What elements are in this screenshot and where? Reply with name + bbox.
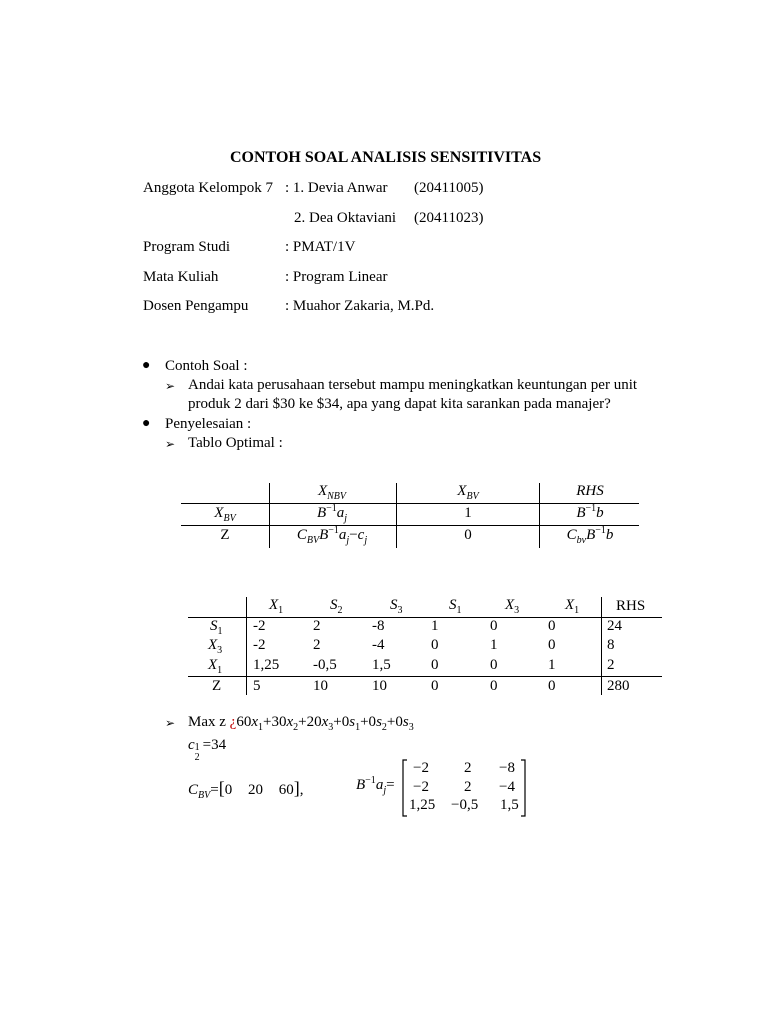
matrix-cell: 1,5 [500, 797, 519, 813]
anggota-label: Anggota Kelompok 7 [143, 180, 273, 196]
table-cell: 8 [607, 637, 615, 653]
prodi-label: Program Studi [143, 239, 231, 255]
tablo-optimal-heading: Tablo Optimal : [188, 435, 283, 451]
table-cell: 10 [372, 678, 387, 694]
c2-value: =34 [202, 737, 227, 753]
table-cell: 2 [313, 637, 321, 653]
table-cell: 1 [548, 657, 556, 673]
table-cell: 280 [607, 678, 630, 694]
matrix-cell: 2 [464, 779, 472, 795]
bullet-dot-icon: ● [142, 416, 151, 431]
matrix-cell: −4 [499, 779, 515, 795]
cbv-value: 20 [247, 782, 263, 798]
header-x1b: $X_1$ [565, 597, 580, 616]
matrix-cell: −2 [413, 760, 429, 776]
table-cell: -4 [372, 637, 385, 653]
inverted-question-mark: ¿ [229, 714, 237, 730]
anggota-1-nim: (20411005) [414, 180, 484, 196]
header-s2: $S_2$ [330, 597, 343, 616]
col-header-xbv: $X_{BV}$ [457, 483, 479, 502]
table-cell: 0 [490, 678, 498, 694]
cell-one: 1 [464, 505, 472, 521]
table-cell: 1,25 [253, 657, 280, 673]
cell-binv-aj: $B^{-1}a_j$ [316, 503, 348, 524]
table-cell: 0 [548, 618, 556, 634]
row-label-z: Z [220, 527, 230, 543]
table-cell: 0 [431, 657, 439, 673]
table-cell: -8 [372, 618, 385, 634]
table-cell: 1 [431, 618, 439, 634]
table-cell: 2 [607, 657, 615, 673]
matrix-cell: −2 [413, 779, 429, 795]
table-cell: 10 [313, 678, 328, 694]
matkul-label: Mata Kuliah [143, 269, 219, 285]
anggota-1-name: : 1. Devia Anwar [285, 180, 388, 196]
dosen-label: Dosen Pengampu [143, 298, 249, 314]
row-label-z: Z [212, 678, 222, 694]
header-s3: $S_3$ [390, 597, 403, 616]
cell-cbv-binv-b: $C_{bv}B^{-1}b$ [566, 525, 614, 546]
anggota-2-name: 2. Dea Oktaviani [294, 210, 397, 226]
matkul-value: : Program Linear [285, 269, 388, 285]
cbv-value: 0 [224, 782, 233, 798]
table-cell: 2 [313, 618, 321, 634]
table-cell: 0 [431, 678, 439, 694]
contoh-soal-heading: Contoh Soal : [165, 358, 248, 374]
matrix-cell: 2 [464, 760, 472, 776]
soal-line-1: Andai kata perusahaan tersebut mampu meningkatkan keuntungan per unit [188, 377, 638, 393]
anggota-2-nim: (20411023) [414, 210, 484, 226]
header-x3: $X_3$ [505, 597, 520, 616]
matrix-cell: −0,5 [451, 797, 479, 813]
cell-binv-b: $B^{-1}b$ [576, 503, 604, 521]
row-label-xbv: $X_{BV}$ [214, 505, 236, 524]
dosen-value: : Muahor Zakaria, M.Pd. [285, 298, 435, 314]
row-label-x3: $X_3$ [208, 637, 223, 656]
objective-function: Max z ¿$60x_1+30x_2+20x_3+0s_1+0s_2+0s_3$ [188, 714, 414, 733]
arrow-bullet-icon: ➢ [165, 437, 176, 451]
matrix-cell: 1,25 [409, 797, 436, 813]
header-s1: $S_1$ [449, 597, 462, 616]
bullet-dot-icon: ● [142, 358, 151, 373]
table-cell: 0 [431, 637, 439, 653]
table-cell: 0 [548, 637, 556, 653]
header-x1: $X_1$ [269, 597, 284, 616]
header-rhs: RHS [616, 598, 646, 614]
cbv-value: 60 [278, 782, 294, 798]
arrow-bullet-icon: ➢ [165, 379, 176, 393]
table-cell: -2 [253, 618, 266, 634]
matrix-cell: −8 [499, 760, 515, 776]
table-cell: -2 [253, 637, 266, 653]
table-cell: 24 [607, 618, 622, 634]
page-title: CONTOH SOAL ANALISIS SENSITIVITAS [230, 149, 542, 166]
table-cell: 0 [548, 678, 556, 694]
col-header-rhs: RHS [576, 483, 604, 499]
table-cell: 1,5 [372, 657, 391, 673]
max-z-label: Max z [188, 714, 226, 730]
row-label-s1: $S_1$ [210, 618, 223, 637]
soal-line-2: produk 2 dari $30 ke $34, apa yang dapat kita sarankan pada manajer? [188, 396, 611, 412]
table-cell: 0 [490, 657, 498, 673]
table-cell: 1 [490, 637, 498, 653]
cell-reduced-cost: $C_{BV}B^{-1}a_j-c_j$ [296, 525, 368, 546]
cbv-vector: $C_{BV}=[0$ 20 60], [188, 778, 304, 801]
table-cell: -0,5 [313, 657, 337, 673]
row-label-x1: $X_1$ [208, 657, 223, 676]
binv-aj-label: $B^{-1}a_j=$ [356, 775, 395, 796]
cell-zero: 0 [464, 527, 472, 543]
prodi-value: : PMAT/1V [285, 239, 356, 255]
c2-new-value: c 1 2 =34 [188, 737, 227, 763]
table-cell: 0 [490, 618, 498, 634]
col-header-xnbv: $X_{NBV}$ [317, 483, 347, 502]
penyelesaian-heading: Penyelesaian : [165, 416, 252, 432]
table-cell: 5 [253, 678, 261, 694]
arrow-bullet-icon: ➢ [165, 716, 176, 730]
